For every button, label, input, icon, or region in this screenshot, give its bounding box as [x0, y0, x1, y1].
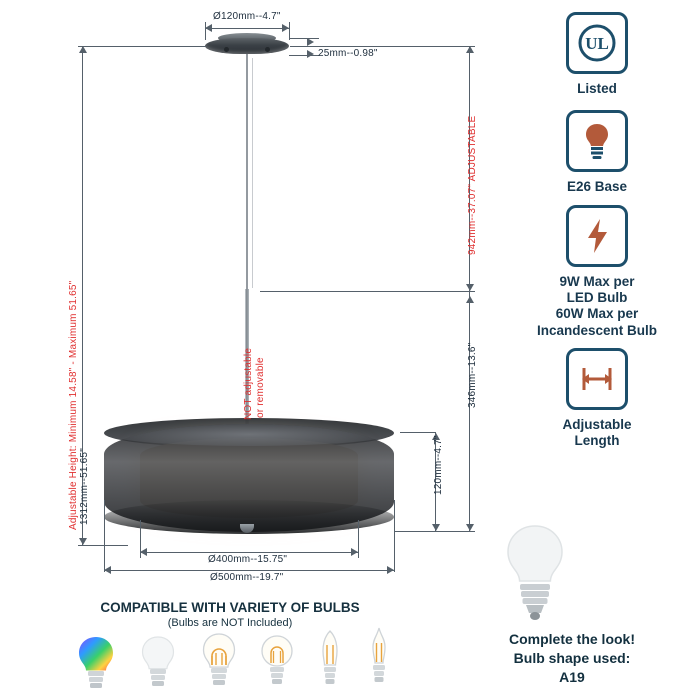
shade-h-ext-top	[400, 432, 436, 433]
shade-h-arrow-down	[432, 524, 440, 531]
fixed-arrow-down	[466, 524, 474, 531]
smart-rgb-bulb-icon	[74, 633, 118, 698]
canopy-h-arrow-bottom	[307, 50, 314, 58]
adj-ext-top	[290, 46, 475, 47]
inner-dia-arrow-right	[351, 548, 358, 556]
inner-dia-arrow-left	[140, 548, 147, 556]
canopy-h-ext-top	[289, 38, 319, 39]
fixed-arrow-up	[466, 296, 474, 303]
complete-the-look-block	[452, 630, 692, 687]
shade-height-label: 120mm--4.7"	[433, 435, 444, 495]
complete-line3: A19	[559, 668, 585, 685]
fixed-drop-label: 346mm--13.6"	[467, 342, 478, 408]
fixed-dim-line	[469, 291, 470, 531]
adj-ext-bottom	[260, 291, 475, 292]
flame-tip-filament-bulb-icon	[364, 627, 394, 698]
canopy-h-ext-bottom	[289, 55, 319, 56]
feature-e26-base	[512, 110, 682, 195]
outer-dia-ext-left	[104, 500, 105, 572]
outer-dia-arrow-left	[104, 566, 111, 574]
adjustable-drop-label: 942mm--37.07" ADJUSTABLE	[467, 115, 478, 255]
adjustable-height-note: Adjustable Height: Minimum 14.58" - Maximum 51.65"	[68, 280, 79, 530]
adj-arrow-down	[466, 284, 474, 291]
clear-filament-a19-bulb-icon	[198, 631, 240, 698]
lightning-bolt-icon	[566, 205, 628, 267]
bulbs-section-title: COMPATIBLE WITH VARIETY OF BULBS	[100, 600, 360, 615]
inner-dia-ext-right	[358, 520, 359, 558]
canopy-dia-arrow-right	[282, 24, 289, 32]
canopy-dia-line	[205, 28, 289, 29]
canopy-diameter-label: Ø120mm--4.7"	[213, 11, 281, 22]
canopy-h-arrow-top	[307, 38, 314, 46]
a19-bulb-illustration	[497, 520, 573, 630]
outer-dia-ext-right	[394, 500, 395, 572]
canopy-height-label: 25mm--0.98"	[318, 48, 378, 59]
outer-dia-arrow-right	[387, 566, 394, 574]
adj-arrow-up	[466, 46, 474, 53]
canopy-screw-left	[224, 47, 229, 52]
bulb-base-icon	[566, 110, 628, 172]
feature-wattage-line4: Incandescent Bulb	[536, 322, 658, 338]
outer-dia-line	[104, 570, 394, 571]
feature-e26-label: E26 Base	[566, 179, 628, 194]
inner-dia-line	[140, 552, 358, 553]
ceiling-canopy	[205, 38, 289, 54]
total-ext-bottom	[78, 545, 128, 546]
feature-adjustable-line2: Length	[574, 433, 620, 449]
total-arrow-up	[79, 46, 87, 53]
compatible-bulbs-row	[74, 636, 394, 698]
hanging-cord-secondary	[252, 58, 253, 288]
canopy-screw-right	[265, 47, 270, 52]
feature-adjustable-length	[512, 348, 682, 449]
not-adjustable-note-line1: NOT adjustable	[243, 347, 254, 420]
total-height-label: 1312mm--51.65"	[79, 448, 90, 525]
not-adjustable-note-line2: or removable	[255, 357, 266, 418]
hanging-cord	[246, 54, 248, 289]
candle-filament-bulb-icon	[315, 629, 345, 698]
frosted-a19-bulb-icon	[137, 633, 179, 698]
inner-shade-diameter-label: Ø400mm--15.75"	[208, 554, 288, 565]
globe-filament-bulb-icon	[258, 631, 296, 698]
fixed-ext-bottom	[394, 531, 475, 532]
canopy-dia-arrow-left	[205, 24, 212, 32]
ul-listed-icon	[566, 12, 628, 74]
feature-wattage-line2: LED Bulb	[566, 290, 628, 306]
total-ext-top	[78, 46, 206, 47]
complete-line1: Complete the look!	[508, 631, 635, 647]
feature-wattage	[512, 205, 682, 339]
adjustable-length-icon	[566, 348, 628, 410]
total-arrow-down	[79, 538, 87, 545]
feature-wattage-line1: 9W Max per	[559, 274, 635, 289]
feature-ul-label: Listed	[577, 81, 617, 96]
feature-ul-listed	[512, 12, 682, 97]
bulbs-section-subtitle: (Bulbs are NOT Included)	[167, 617, 293, 629]
svg-text:UL: UL	[585, 34, 609, 53]
feature-adjustable-line1: Adjustable	[562, 417, 632, 432]
complete-line2: Bulb shape used:	[513, 649, 631, 666]
feature-wattage-line3: 60W Max per	[555, 306, 639, 322]
outer-shade-diameter-label: Ø500mm--19.7"	[210, 572, 284, 583]
